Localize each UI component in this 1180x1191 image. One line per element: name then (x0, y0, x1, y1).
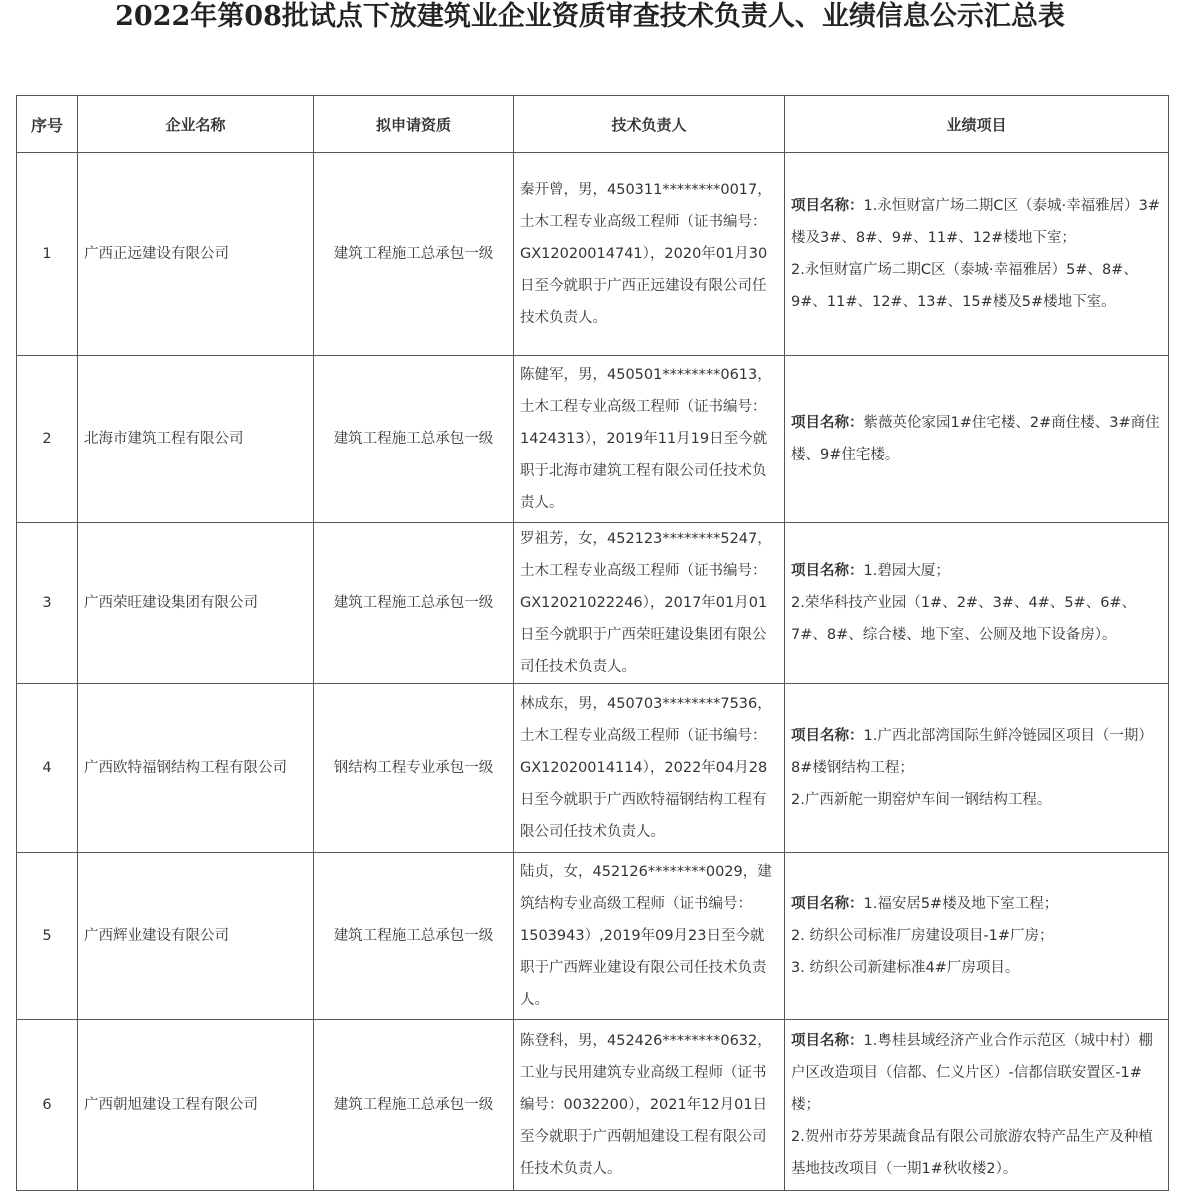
project-label: 项目名称： (791, 198, 864, 214)
project-item (791, 190, 1162, 254)
row-number: 5 (17, 853, 78, 1020)
project-item: 2.荣华科技产业园（1#、2#、3#、4#、5#、6#、7#、8#、综合楼、地下室、公厕及地下设备房）。 (791, 595, 1137, 643)
project-item (791, 720, 1162, 784)
project-item: 2.永恒财富广场二期C区（泰城·幸福雅居）5#、8#、9#、11#、12#、13#、15#楼及5#楼地下室。 (791, 262, 1138, 310)
table-row (17, 1020, 1169, 1191)
project-item (791, 888, 1162, 920)
header-tech-lead: 技术负责人 (514, 96, 785, 153)
qualification: 建筑工程施工总承包一级 (314, 523, 514, 684)
project-label: 项目名称： (791, 896, 864, 912)
project-label: 项目名称： (791, 728, 864, 744)
project-item: 2.贺州市芬芳果蔬食品有限公司旅游农特产品生产及种植基地技改项目（一期1#秋收楼2）。 (791, 1129, 1153, 1177)
project-text: 1.粤桂县域经济产业合作示范区（城中村）棚户区改造项目（信都、仁义片区）-信都信联安置区-1#楼； (791, 1033, 1153, 1113)
header-projects: 业绩项目 (785, 96, 1169, 153)
company-name: 广西荣旺建设集团有限公司 (78, 523, 314, 684)
project-item (791, 555, 1162, 587)
qualification: 建筑工程施工总承包一级 (314, 1020, 514, 1191)
table-row (17, 153, 1169, 356)
project-text: 1.碧园大厦； (863, 563, 950, 579)
company-name: 广西欧特福钢结构工程有限公司 (78, 684, 314, 853)
project-item: 2.广西新舵一期窑炉车间一钢结构工程。 (791, 792, 1052, 808)
header-qualification: 拟申请资质 (314, 96, 514, 153)
qualification: 建筑工程施工总承包一级 (314, 356, 514, 523)
project-item: 2. 纺织公司标准厂房建设项目-1#厂房； (791, 928, 1054, 944)
project-text: 紫薇英伦家园1#住宅楼、2#商住楼、3#商住楼、9#住宅楼。 (791, 415, 1160, 463)
tech-lead: 林成东，男，450703********7536，土木工程专业高级工程师（证书编号：GX12020014114），2022年04月28日至今就职于广西欧特福钢结构工程有限公司任技术负责人。 (514, 684, 785, 853)
summary-table (16, 95, 1169, 1191)
qualification: 建筑工程施工总承包一级 (314, 853, 514, 1020)
row-number: 6 (17, 1020, 78, 1191)
company-name: 北海市建筑工程有限公司 (78, 356, 314, 523)
project-text: 1.广西北部湾国际生鲜冷链园区项目（一期）8#楼钢结构工程； (791, 728, 1153, 776)
tech-lead: 陆贞，女，452126********0029，建筑结构专业高级工程师（证书编号：1503943）,2019年09月23日至今就职于广西辉业建设有限公司任技术负责人。 (514, 853, 785, 1020)
project-text: 1.永恒财富广场二期C区（泰城·幸福雅居）3#楼及3#、8#、9#、11#、12#楼地下室； (791, 198, 1160, 246)
table-row (17, 523, 1169, 684)
project-label: 项目名称： (791, 415, 864, 431)
project-item: 3. 纺织公司新建标准4#厂房项目。 (791, 960, 1020, 976)
projects-cell (785, 523, 1169, 684)
tech-lead: 罗祖芳，女，452123********5247，土木工程专业高级工程师（证书编号：GX12021022246），2017年01月01日至今就职于广西荣旺建设集团有限公司任技术负责人。 (514, 523, 785, 684)
table-row (17, 684, 1169, 853)
qualification: 钢结构工程专业承包一级 (314, 684, 514, 853)
project-label: 项目名称： (791, 563, 864, 579)
header-row (17, 96, 1169, 153)
tech-lead: 秦开曾，男，450311********0017，土木工程专业高级工程师（证书编号：GX12020014741），2020年01月30日至今就职于广西正远建设有限公司任技术负责人。 (514, 153, 785, 356)
tech-lead: 陈登科，男，452426********0632，工业与民用建筑专业高级工程师（证书编号：0032200），2021年12月01日至今就职于广西朝旭建设工程有限公司任技术负责人。 (514, 1020, 785, 1191)
row-number: 3 (17, 523, 78, 684)
projects-cell (785, 153, 1169, 356)
projects-cell (785, 1020, 1169, 1191)
table-row (17, 853, 1169, 1020)
row-number: 4 (17, 684, 78, 853)
qualification: 建筑工程施工总承包一级 (314, 153, 514, 356)
tech-lead: 陈健军，男，450501********0613，土木工程专业高级工程师（证书编号：1424313），2019年11月19日至今就职于北海市建筑工程有限公司任技术负责人。 (514, 356, 785, 523)
row-number: 1 (17, 153, 78, 356)
header-no: 序号 (17, 96, 78, 153)
company-name: 广西朝旭建设工程有限公司 (78, 1020, 314, 1191)
row-number: 2 (17, 356, 78, 523)
project-text: 1.福安居5#楼及地下室工程； (863, 896, 1059, 912)
header-company: 企业名称 (78, 96, 314, 153)
projects-cell (785, 853, 1169, 1020)
page-title: 2022年第08批试点下放建筑业企业资质审查技术负责人、业绩信息公示汇总表 (115, 1, 1065, 32)
table-row (17, 356, 1169, 523)
project-item (791, 1025, 1162, 1121)
projects-cell (785, 684, 1169, 853)
company-name: 广西辉业建设有限公司 (78, 853, 314, 1020)
project-item (791, 407, 1162, 471)
company-name: 广西正远建设有限公司 (78, 153, 314, 356)
projects-cell (785, 356, 1169, 523)
project-label: 项目名称： (791, 1033, 864, 1049)
